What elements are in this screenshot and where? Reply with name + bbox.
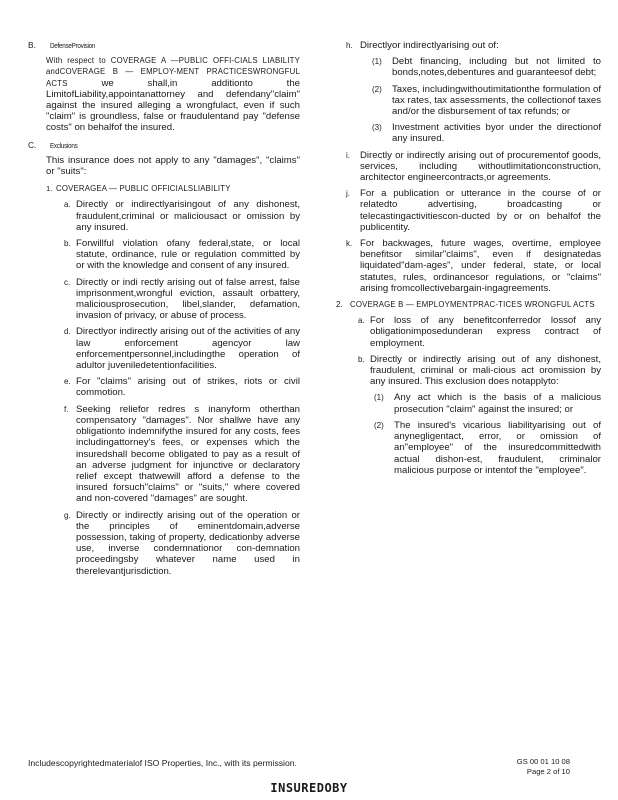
section-c-title: Exclusions	[50, 140, 78, 150]
exclusion-item-b	[64, 238, 300, 272]
copyright-notice: Includescopyrightedmaterialof ISO Properties, Inc., with its permission.	[28, 758, 297, 768]
item-marker: f.	[64, 404, 69, 414]
defense-provision-text	[46, 55, 300, 133]
coverage-b-item-b	[358, 354, 601, 388]
coverage-b-sub-2	[374, 420, 601, 476]
left-column	[28, 40, 300, 582]
coverage-b-number: 2.	[336, 300, 343, 310]
exclusion-h-sub-3	[372, 122, 601, 144]
item-text: Directly or indirectly arising out of the operation or the principles of eminentdomain,adverse possession, taking of property, dedicationby adverse use, inverse condemnationor con-demnation proceedingsby whatever name used in therelevantjurisdiction.	[76, 509, 300, 577]
item-marker: d.	[64, 327, 71, 337]
sub-marker: (2)	[372, 84, 382, 94]
section-b-heading	[28, 40, 300, 51]
item-text: For loss of any benefitconferredor lossof any obligationimposedunderan express contract of employment.	[370, 315, 601, 349]
right-column	[336, 40, 601, 481]
coverage-b-title: COVERAGE B — EMPLOYMENTPRAC-TICES WRONGFUL ACTS	[350, 300, 595, 310]
item-text: Directly or indirectlyarisingout of any dishonest, fraudulent,criminal or maliciousact or omission by any insured.	[76, 199, 300, 233]
item-text: Directly or indirectly arising out of procurementof goods, services, including withoutlimitationconstruction, architector engineercontracts,or agreements.	[360, 149, 601, 184]
item-marker: a.	[64, 200, 71, 210]
sub-text: The insured's vicarious liabilityarising out of anynegligentact, error, or omission of an"employee" of the insuredcommittedwith actual dishon-est, fraudulent, criminalor malicious purpose or intentof the "employee".	[394, 419, 601, 476]
exclusion-item-f	[64, 404, 300, 505]
sub-text: Investment activities byor under the directionof any insured.	[392, 122, 601, 145]
exclusion-item-a	[64, 199, 300, 233]
item-marker: b.	[358, 354, 365, 364]
watermark-text: INSUREDOBY	[270, 781, 348, 795]
item-text: For backwages, future wages, overtime, employee benefitsor similar"claims", even if designatedas liquidated"dam-ages", under federal, state, or local statutes, rules, ordinancesor regulations, or "claims" arising fromcollectivebargain-ingagreements.	[360, 238, 601, 294]
item-text: For "claims" arising out of strikes, riots or civil commotion.	[76, 376, 300, 399]
item-marker: a.	[358, 316, 365, 326]
item-text: Seeking reliefor redres s inanyform otherthan compensatory "damages". Nor shallwe have any obligationto indemnifythe insured for any costs, fees includingattorney's fees, or expenses which the insuredshall become obligated to pay as a result of an adverse judgment for injunctive or declaratory relief except thatwewill afford a defense to the insured forsuch"claims" or "suits," where covered and non-covered "damages" are sought.	[76, 403, 300, 505]
item-text: Directlyor indirectlyarising out of:	[360, 40, 499, 51]
exclusion-item-d	[64, 326, 300, 371]
item-marker: c.	[64, 277, 71, 287]
exclusion-item-c	[64, 277, 300, 322]
sub-marker: (2)	[374, 420, 384, 430]
form-info	[494, 757, 570, 776]
section-c-heading	[28, 140, 300, 151]
exclusion-h-sub-1	[372, 56, 601, 78]
item-marker: b.	[64, 239, 71, 249]
sub-marker: (1)	[374, 393, 384, 403]
item-marker: j.	[346, 189, 350, 199]
sub-marker: (3)	[372, 123, 382, 133]
coverage-b-item-a	[358, 315, 601, 349]
sub-text: Any act which is the basis of a malicious prosecution "claim" against the insured; or	[394, 392, 601, 415]
item-marker: i.	[346, 150, 350, 160]
item-text: Directlyor indirectly arising out of the activities of any law enforcement agencyor law enforcementpersonnel,includingthe operation of adultor juveniledetentionfacilities.	[76, 326, 300, 372]
item-text: Forwillful violation ofany federal,state, or local statute, ordinance, rule or regulation committed by or with the knowledge and consent of any insured.	[76, 238, 300, 272]
exclusion-item-h	[346, 40, 601, 51]
exclusion-item-i	[346, 150, 601, 184]
exclusion-item-e	[64, 376, 300, 398]
section-b-title: DefenseProvision	[50, 41, 96, 50]
defense-coverage-caps: With respect to COVERAGE A —PUBLIC OFFI-CIALS LIABILITY andCOVERAGE B — EMPLOY-MENT PRACTICESWRONGFUL ACTS	[46, 56, 300, 88]
exclusion-item-g	[64, 510, 300, 577]
exclusion-item-j	[346, 188, 601, 233]
sub-marker: (1)	[372, 57, 382, 67]
defense-body: we shall,in additionto the LimitofLiability,appointanattorney and defendany"claim" against the insured alleging a wrongfulact, even if such "claim" is groundless, false or fraudulentand pay "defense costs" on behalfof the insured.	[46, 77, 300, 134]
item-marker: h.	[346, 41, 353, 50]
coverage-a-heading	[46, 183, 300, 194]
exclusion-h-sub-2	[372, 84, 601, 118]
sub-text: Debt financing, including but not limited to bonds,notes,debentures and guaranteesof debt;	[392, 56, 601, 79]
section-c-label: C.	[28, 139, 37, 150]
coverage-b-heading	[336, 299, 601, 310]
form-number: GS 00 01 10 08	[516, 757, 570, 766]
section-b-label: B.	[28, 40, 36, 50]
item-text: Directly or indirectly arising out of any dishonest, fraudulent, criminal or mali-cious act oromission by any insured. This exclusion does notapplyto:	[370, 353, 601, 388]
sub-text: Taxes, includingwithoutimitationthe formulation of tax rates, tax assessments, the collectionof taxes and/or the disbursement of tax refunds; or	[392, 83, 601, 118]
item-marker: k.	[346, 239, 353, 249]
item-text: Directly or indi rectly arising out of false arrest, false imprisonment,wrongful eviction, assault orbattery, maliciousprosecution, libel,slander, defamation, invasion of privacy, or abuse of process.	[76, 276, 300, 322]
item-marker: g.	[64, 510, 71, 520]
item-marker: e.	[64, 377, 71, 387]
coverage-a-number: 1.	[46, 184, 53, 194]
page-number: Page 2 of 10	[526, 766, 570, 776]
coverage-a-title: COVERAGEA — PUBLIC OFFICIALSLIABILITY	[56, 184, 231, 194]
coverage-b-sub-1	[374, 392, 601, 414]
exclusions-intro: This insurance does not apply to any "damages", "claims" or "suits":	[46, 154, 300, 178]
exclusion-item-k	[346, 238, 601, 294]
item-text: For a publication or utterance in the course of or relatedto advertising, broadcasting or telecastingactivitiescon-ducted by or on behalfof the publicentity.	[360, 188, 601, 233]
